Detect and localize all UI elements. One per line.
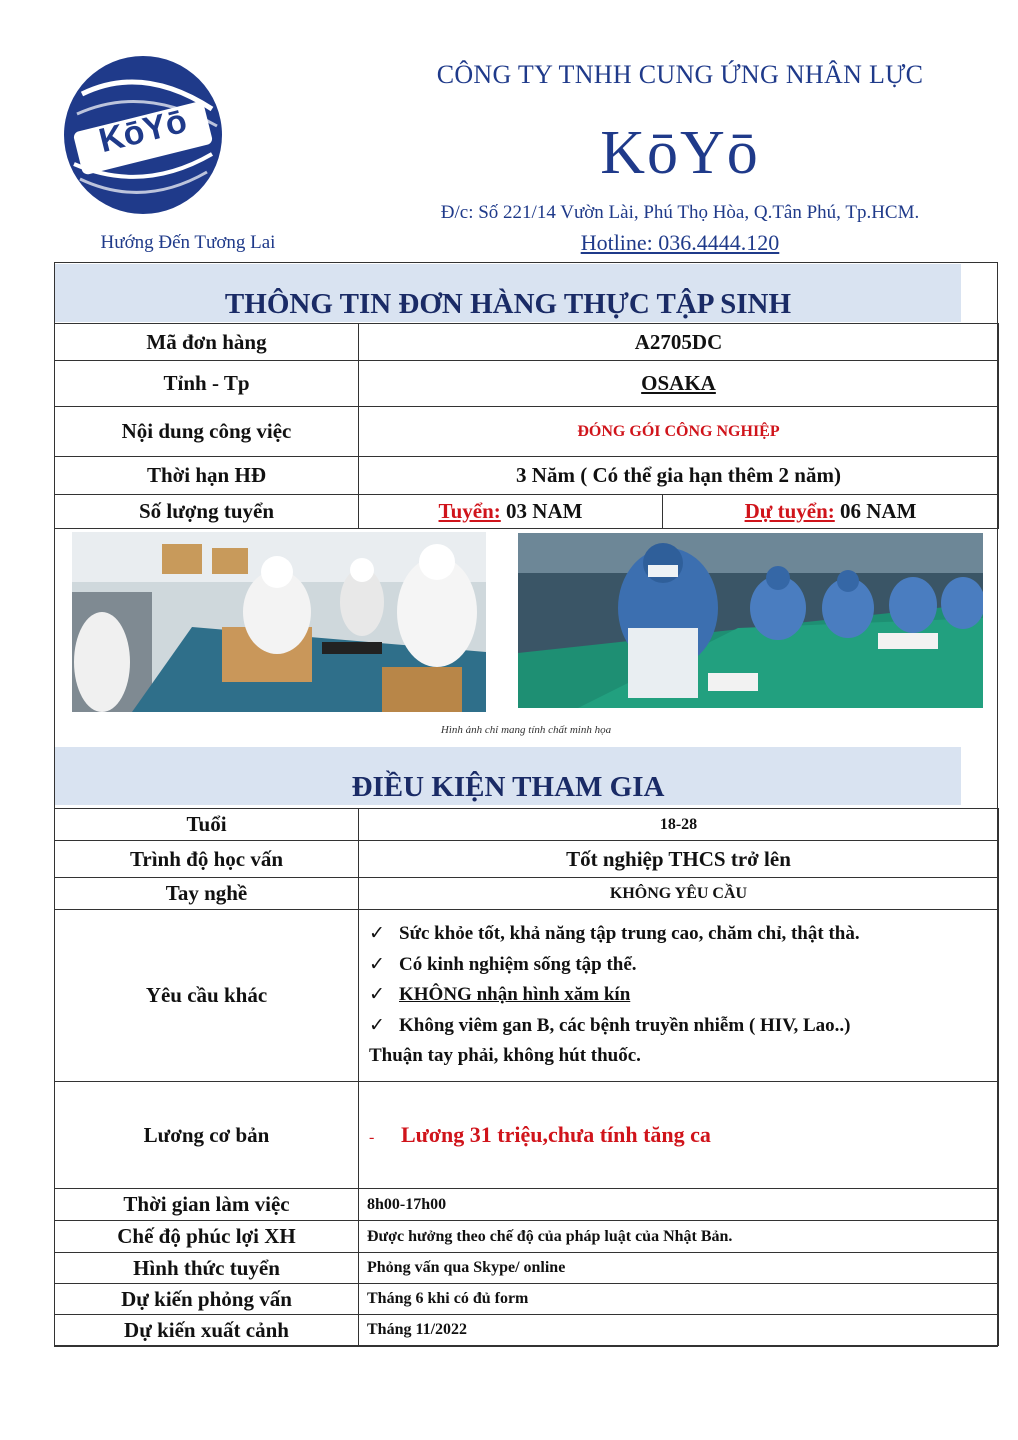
salary-label: Lương cơ bản bbox=[55, 1082, 359, 1189]
contract-value: 3 Năm ( Có thể gia hạn thêm 2 năm) bbox=[359, 457, 999, 495]
list-item: ✓ Sức khỏe tốt, khả năng tập trung cao, chăm chỉ, thật thà. bbox=[369, 919, 988, 950]
interview-date-label: Dự kiến phỏng vấn bbox=[55, 1284, 359, 1315]
salary-dash: - bbox=[369, 1129, 375, 1146]
check-icon: ✓ bbox=[369, 984, 385, 1006]
other-label: Yêu cầu khác bbox=[55, 910, 359, 1082]
interview-form-value: Phỏng vấn qua Skype/ online bbox=[359, 1253, 999, 1284]
order-code-value: A2705DC bbox=[359, 324, 999, 361]
company-address: Đ/c: Số 221/14 Vườn Lài, Phú Thọ Hòa, Q.Tân Phú, Tp.HCM. bbox=[440, 202, 920, 223]
work-time-label: Thời gian làm việc bbox=[55, 1189, 359, 1221]
interview-date-value: Tháng 6 khi có đủ form bbox=[359, 1284, 999, 1315]
work-time-value: 8h00-17h00 bbox=[359, 1189, 999, 1221]
row-departure bbox=[55, 1315, 999, 1346]
recruit-label: Tuyển: bbox=[438, 499, 501, 523]
check-icon: ✓ bbox=[369, 923, 385, 945]
education-label: Trình độ học vấn bbox=[55, 841, 359, 878]
hotline: Hotline: 036.4444.120 bbox=[580, 230, 780, 255]
row-contract bbox=[55, 457, 999, 495]
row-salary bbox=[55, 1082, 999, 1189]
logo-text: KōYō bbox=[95, 101, 191, 161]
factory-photo-1 bbox=[72, 532, 486, 712]
departure-value: Tháng 11/2022 bbox=[359, 1315, 999, 1346]
row-province bbox=[55, 361, 999, 407]
row-welfare bbox=[55, 1221, 999, 1253]
row-skill bbox=[55, 878, 999, 910]
order-code-label: Mã đơn hàng bbox=[55, 324, 359, 361]
job-value: ĐÓNG GÓI CÔNG NGHIỆP bbox=[359, 407, 999, 457]
check-icon: ✓ bbox=[369, 1014, 385, 1036]
reserve-value: 06 NAM bbox=[840, 499, 917, 523]
order-section-title: THÔNG TIN ĐƠN HÀNG THỰC TẬP SINH bbox=[55, 264, 961, 322]
conditions-table bbox=[54, 808, 999, 1346]
list-item: ✓ Không viêm gan B, các bệnh truyền nhiễm ( HIV, Lao..) bbox=[369, 1011, 988, 1042]
conditions-section-title: ĐIỀU KIỆN THAM GIA bbox=[55, 747, 961, 805]
salary-value: Lương 31 triệu,chưa tính tăng ca bbox=[401, 1122, 711, 1147]
slogan: Hướng Đến Tương Lai bbox=[100, 232, 276, 253]
province-label: Tỉnh - Tp bbox=[55, 361, 359, 407]
row-quantity bbox=[55, 495, 999, 529]
recruit-value: 03 NAM bbox=[506, 499, 583, 523]
illustration-photos bbox=[55, 528, 997, 746]
interview-form-label: Hình thức tuyển bbox=[55, 1253, 359, 1284]
photo-caption: Hình ảnh chỉ mang tính chất minh họa bbox=[440, 724, 612, 736]
row-other-requirements bbox=[55, 910, 999, 1082]
row-education bbox=[55, 841, 999, 878]
brand-name: KōYō bbox=[600, 119, 760, 187]
list-item: ✓ Có kinh nghiệm sống tập thể. bbox=[369, 950, 988, 981]
company-logo bbox=[62, 54, 224, 216]
row-order-code bbox=[55, 324, 999, 361]
skill-value: KHÔNG YÊU CẦU bbox=[359, 878, 999, 910]
company-name: CÔNG TY TNHH CUNG ỨNG NHÂN LỰC bbox=[436, 60, 924, 89]
row-work-time bbox=[55, 1189, 999, 1221]
job-label: Nội dung công việc bbox=[55, 407, 359, 457]
age-label: Tuổi bbox=[55, 809, 359, 841]
quantity-label: Số lượng tuyển bbox=[55, 495, 359, 529]
province-value: OSAKA bbox=[641, 371, 716, 395]
age-value: 18-28 bbox=[359, 809, 999, 841]
list-item: ✓ KHÔNG nhận hình xăm kín bbox=[369, 980, 988, 1011]
contract-label: Thời hạn HĐ bbox=[55, 457, 359, 495]
order-info-table bbox=[54, 323, 999, 529]
requirements-note: Thuận tay phải, không hút thuốc. bbox=[369, 1045, 641, 1067]
factory-photo-2 bbox=[518, 533, 983, 708]
welfare-value: Được hưởng theo chế độ của pháp luật của Nhật Bản. bbox=[359, 1221, 999, 1253]
row-age bbox=[55, 809, 999, 841]
welfare-label: Chế độ phúc lợi XH bbox=[55, 1221, 359, 1253]
reserve-label: Dự tuyển: bbox=[744, 499, 835, 523]
skill-label: Tay nghề bbox=[55, 878, 359, 910]
row-job bbox=[55, 407, 999, 457]
row-interview-date bbox=[55, 1284, 999, 1315]
row-interview-form bbox=[55, 1253, 999, 1284]
check-icon: ✓ bbox=[369, 953, 385, 975]
departure-label: Dự kiến xuất cảnh bbox=[55, 1315, 359, 1346]
education-value: Tốt nghiệp THCS trở lên bbox=[359, 841, 999, 878]
requirements-list bbox=[369, 919, 988, 1072]
